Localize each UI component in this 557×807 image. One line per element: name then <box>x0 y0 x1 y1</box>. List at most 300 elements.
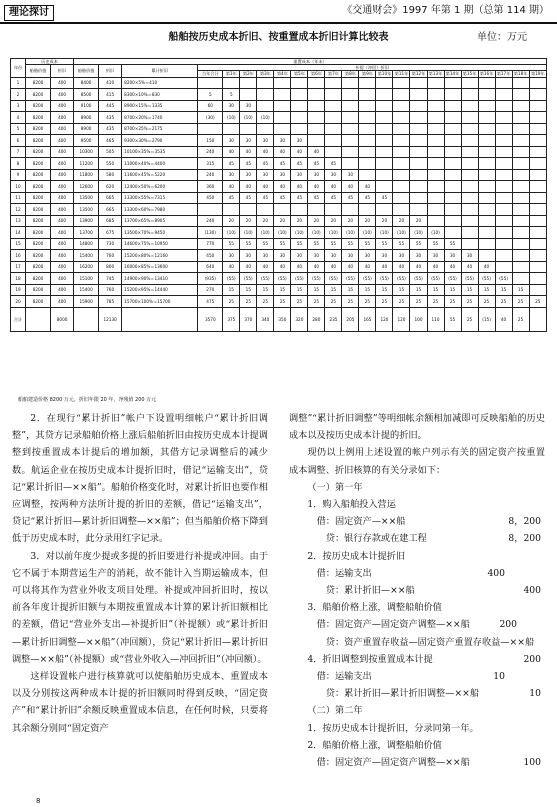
cell-supplement: 40 <box>291 181 308 193</box>
cell-current-year-total: 475 <box>198 296 223 308</box>
cell-supplement <box>223 77 240 89</box>
cell-cumulative-depreciation: 12400×50%＝6200 <box>122 181 198 193</box>
table-row <box>11 204 547 216</box>
cell-supplement: 20 <box>410 215 427 227</box>
head-year-4: 第4年 <box>274 71 291 77</box>
cell-empty <box>74 307 99 331</box>
cell-supplement: 40 <box>359 261 376 273</box>
cell-historical-value: 8200 <box>26 146 51 158</box>
cell-historical-value: 8200 <box>26 123 51 135</box>
cell-supplement <box>257 89 274 101</box>
cell-supplement <box>274 100 291 112</box>
cell-historical-depreciation: 400 <box>51 158 74 170</box>
cell-supplement <box>308 135 325 147</box>
head-year-5: 第5年 <box>291 71 308 77</box>
cell-supplement <box>376 77 393 89</box>
cell-supplement <box>410 146 427 158</box>
cell-historical-value: 8200 <box>26 204 51 216</box>
cell-supplement: 40 <box>359 181 376 193</box>
cell-supplement <box>529 123 546 135</box>
page-number: 8 <box>36 797 41 805</box>
cell-supplement <box>478 227 495 239</box>
cell-total-supplement: 280 <box>308 307 325 331</box>
table-row <box>11 112 547 124</box>
cell-historical-depreciation: 400 <box>51 181 74 193</box>
cell-replacement-depreciation: 800 <box>99 261 122 273</box>
entry-2-credit <box>289 582 545 599</box>
cell-supplement <box>444 112 461 124</box>
cell-supplement: 40 <box>257 146 274 158</box>
cell-supplement <box>410 181 427 193</box>
cell-total-supplement: 340 <box>257 307 274 331</box>
cell-historical-value: 8200 <box>26 296 51 308</box>
cell-supplement <box>495 77 512 89</box>
entry-2-debit-text: 借：运输支出 <box>316 567 372 579</box>
cell-supplement: (55) <box>461 273 478 285</box>
entry-1-credit-text: 贷：银行存款或在建工程 <box>325 533 427 545</box>
cell-supplement <box>393 89 410 101</box>
cell-supplement: 5 <box>223 89 240 101</box>
cell-supplement <box>512 158 529 170</box>
cell-year: 13 <box>11 215 26 227</box>
cell-supplement <box>461 89 478 101</box>
table-row <box>11 100 547 112</box>
cell-supplement <box>376 204 393 216</box>
cell-supplement <box>342 146 359 158</box>
cell-replacement-depreciation: 435 <box>99 123 122 135</box>
cell-supplement: 40 <box>274 181 291 193</box>
cell-supplement <box>478 192 495 204</box>
entry-4-title: 4．折旧调整到按重置成本计提 <box>307 653 433 665</box>
cell-supplement <box>512 204 529 216</box>
cell-current-year-total: 450 <box>198 192 223 204</box>
cell-year: 10 <box>11 181 26 193</box>
table-title: 船舶按历史成本折旧、按重置成本折旧计算比较表 <box>168 32 389 43</box>
entry-3-debit <box>289 616 545 633</box>
cell-supplement <box>410 89 427 101</box>
cell-replacement-depreciation: 745 <box>99 273 122 285</box>
cell-supplement <box>342 204 359 216</box>
cell-supplement <box>291 204 308 216</box>
cell-supplement <box>478 100 495 112</box>
cell-supplement <box>478 250 495 262</box>
cell-cumulative-depreciation: 11000×40%＝4400 <box>122 158 198 170</box>
cell-supplement <box>444 169 461 181</box>
cell-supplement: 45 <box>325 158 342 170</box>
cell-cumulative-depreciation: 14900×90%＝13410 <box>122 273 198 285</box>
cell-year: 3 <box>11 100 26 112</box>
cell-supplement <box>512 215 529 227</box>
cell-supplement: 25 <box>359 296 376 308</box>
entry-4-credit-text: 贷：累计折旧—累计折旧调整—××船 <box>325 688 480 700</box>
cell-supplement: 20 <box>291 215 308 227</box>
entry-2-credit-amount: 400 <box>523 585 541 597</box>
entry-3-credit-amount: 200 <box>523 653 541 665</box>
cell-supplement <box>342 135 359 147</box>
cell-cumulative-depreciation: 9300×30%＝2790 <box>122 135 198 147</box>
cell-supplement: 45 <box>291 192 308 204</box>
cell-supplement <box>240 204 257 216</box>
cell-supplement: 25 <box>478 296 495 308</box>
entry-1-debit <box>289 513 545 530</box>
head-depreciation: 折旧 <box>51 65 74 77</box>
cell-supplement: 15 <box>291 284 308 296</box>
cell-supplement <box>410 192 427 204</box>
cell-replacement-value: 9500 <box>74 135 99 147</box>
cell-supplement <box>461 112 478 124</box>
cell-year: 12 <box>11 204 26 216</box>
cell-supplement <box>393 192 410 204</box>
cell-supplement <box>529 135 546 147</box>
cell-historical-depreciation: 400 <box>51 238 74 250</box>
cell-historical-value: 8200 <box>26 284 51 296</box>
cell-supplement <box>257 100 274 112</box>
cell-supplement <box>495 158 512 170</box>
right-text-column <box>289 410 545 771</box>
cell-supplement: 30 <box>325 250 342 262</box>
cell-supplement: 15 <box>308 284 325 296</box>
cell-supplement <box>427 123 444 135</box>
cell-historical-value: 8200 <box>26 261 51 273</box>
cell-current-year-total: 150 <box>198 135 223 147</box>
entry-6-title: 2．船舶价格上涨，调整船舶价值 <box>307 739 442 751</box>
head-ship-value-2: 船舶价值 <box>74 65 99 77</box>
cell-replacement-depreciation: 685 <box>99 215 122 227</box>
cell-total-supplement: 110 <box>427 307 444 331</box>
cell-current-year-total: 450 <box>198 250 223 262</box>
paragraph-2: 2．在现行“累计折旧”帐户下设置明细帐户“累计折旧调整”，其贷方记录船舶价格上涨后船舶折旧由按历史成本计提调整到按重置成本计提后的增加额，其借方记录调整后的减少数。航运企业在按历史成本计提折旧时，借记“运输支出”，贷记“累计折旧—××船”。船舶价格变化时，对累计折旧也要作相应调整，按两种方法所计提的折旧的差额，借记“运输支出”，贷记“累计折旧—累计折旧调整—××船”；但当船舶价格下降到低于历史成本时，此分录用红字记录。 <box>12 413 268 545</box>
cell-supplement <box>444 123 461 135</box>
cell-supplement: 20 <box>393 215 410 227</box>
cell-supplement: (10) <box>359 227 376 239</box>
cell-supplement: 45 <box>308 158 325 170</box>
cell-supplement <box>359 89 376 101</box>
head-year-17: 第17年 <box>496 71 511 77</box>
cell-supplement: 15 <box>257 284 274 296</box>
entry-4-debit-text: 借：运输支出 <box>316 671 372 683</box>
cell-supplement <box>478 146 495 158</box>
cell-replacement-value: 11200 <box>74 158 99 170</box>
head-year-9: 第9年 <box>359 71 376 77</box>
cell-cumulative-depreciation: 8900×15%＝1335 <box>122 100 198 112</box>
cell-supplement: 30 <box>274 250 291 262</box>
cell-historical-value: 8200 <box>26 273 51 285</box>
cell-supplement <box>410 135 427 147</box>
cell-replacement-value: 9100 <box>74 100 99 112</box>
cell-supplement <box>427 100 444 112</box>
cell-supplement: 30 <box>308 250 325 262</box>
cell-historical-depreciation: 400 <box>51 169 74 181</box>
cell-supplement <box>291 89 308 101</box>
cell-historical-value: 8200 <box>26 135 51 147</box>
cell-supplement: 15 <box>359 284 376 296</box>
entry-4-credit-amount: 10 <box>529 688 541 700</box>
cell-supplement: 25 <box>257 296 274 308</box>
cell-supplement <box>342 100 359 112</box>
cell-supplement: 30 <box>223 250 240 262</box>
cell-supplement <box>512 77 529 89</box>
cell-supplement: 45 <box>359 192 376 204</box>
cell-historical-value: 8200 <box>26 100 51 112</box>
cell-replacement-depreciation: 665 <box>99 192 122 204</box>
cell-supplement <box>342 112 359 124</box>
cell-supplement <box>512 181 529 193</box>
head-year-19: 第19年 <box>530 71 545 77</box>
cell-cumulative-depreciation: 13300×60%＝7980 <box>122 204 198 216</box>
table-row <box>11 238 547 250</box>
cell-cumulative-depreciation: 15200×80%＝12160 <box>122 250 198 262</box>
cell-supplement <box>257 77 274 89</box>
cell-replacement-value: 15900 <box>74 296 99 308</box>
cell-supplement <box>359 204 376 216</box>
head-year-12: 第12年 <box>411 71 426 77</box>
cell-supplement <box>512 261 529 273</box>
cell-supplement: 45 <box>257 192 274 204</box>
cell-supplement <box>529 158 546 170</box>
cell-supplement <box>342 89 359 101</box>
cell-supplement <box>512 146 529 158</box>
cell-historical-depreciation: 400 <box>51 273 74 285</box>
cell-supplement: 40 <box>257 261 274 273</box>
cell-supplement: 55 <box>393 238 410 250</box>
cell-supplement <box>257 204 274 216</box>
cell-supplement <box>461 215 478 227</box>
cell-supplement <box>223 204 240 216</box>
cell-replacement-depreciation: 410 <box>99 77 122 89</box>
cell-supplement <box>444 100 461 112</box>
cell-historical-depreciation: 400 <box>51 100 74 112</box>
head-year-3: 第3年 <box>257 71 274 77</box>
cell-supplement: 45 <box>223 192 240 204</box>
cell-supplement <box>325 89 342 101</box>
cell-supplement <box>308 77 325 89</box>
table-row <box>11 123 547 135</box>
cell-replacement-depreciation: 675 <box>99 227 122 239</box>
cell-supplement: 20 <box>240 215 257 227</box>
cell-supplement <box>393 135 410 147</box>
cell-supplement <box>427 204 444 216</box>
entry-2-title: 2．按历史成本计提折旧 <box>307 550 406 562</box>
cell-supplement <box>393 112 410 124</box>
cell-supplement <box>291 100 308 112</box>
cell-historical-value: 8200 <box>26 238 51 250</box>
cell-supplement: 55 <box>308 238 325 250</box>
cell-replacement-value: 8900 <box>74 112 99 124</box>
cell-current-year-total: 240 <box>198 169 223 181</box>
cell-total-supplement: 55 <box>444 307 461 331</box>
cell-supplement: 40 <box>291 261 308 273</box>
cell-total-supplement: 25 <box>512 307 529 331</box>
cell-replacement-value: 8400 <box>74 77 99 89</box>
cell-supplement: (55) <box>444 273 461 285</box>
cell-supplement <box>495 261 512 273</box>
cell-supplement <box>529 112 546 124</box>
cell-supplement: 25 <box>223 296 240 308</box>
cell-supplement <box>529 169 546 181</box>
cell-supplement <box>478 181 495 193</box>
cell-year: 11 <box>11 192 26 204</box>
cell-supplement <box>512 123 529 135</box>
cell-supplement <box>461 181 478 193</box>
cell-year: 7 <box>11 146 26 158</box>
entry-3-title: 3．船舶价格上涨，调整船舶价值 <box>307 602 442 614</box>
header-rule <box>0 22 557 24</box>
cell-supplement: (55) <box>342 273 359 285</box>
cell-supplement: 25 <box>376 296 393 308</box>
cell-supplement: (55) <box>308 273 325 285</box>
cell-year: 9 <box>11 169 26 181</box>
cell-supplement <box>376 169 393 181</box>
head-year-18: 第18年 <box>513 71 528 77</box>
cell-supplement <box>529 181 546 193</box>
cell-supplement <box>274 112 291 124</box>
cell-supplement <box>461 169 478 181</box>
cell-supplement <box>495 238 512 250</box>
entry-5-title: 1．按历史成本计提折旧，分录同第一年。 <box>307 722 479 734</box>
cell-supplement <box>427 181 444 193</box>
cell-supplement: 20 <box>325 215 342 227</box>
journal-info: 《交通财会》1997 年第 1 期（总第 114 期） <box>342 5 549 16</box>
head-year-8: 第8年 <box>342 71 359 77</box>
cell-supplement <box>274 89 291 101</box>
cell-supplement: 20 <box>359 215 376 227</box>
cell-supplement: (10) <box>291 227 308 239</box>
cell-replacement-depreciation: 580 <box>99 169 122 181</box>
cell-year: 5 <box>11 123 26 135</box>
cell-supplement <box>461 238 478 250</box>
cell-supplement <box>410 204 427 216</box>
cell-historical-depreciation: 400 <box>51 284 74 296</box>
cell-supplement: 55 <box>410 238 427 250</box>
cell-supplement <box>444 181 461 193</box>
cell-supplement <box>529 284 546 296</box>
cell-supplement <box>495 135 512 147</box>
cell-supplement <box>342 123 359 135</box>
cell-supplement <box>478 204 495 216</box>
cell-supplement: 30 <box>257 169 274 181</box>
cell-historical-value: 8200 <box>26 181 51 193</box>
cell-supplement <box>529 238 546 250</box>
entry-1-debit-amount: 8，200 <box>508 516 541 528</box>
cell-supplement <box>495 181 512 193</box>
cell-supplement: 40 <box>325 181 342 193</box>
cell-supplement <box>495 100 512 112</box>
entry-4-debit <box>289 668 545 685</box>
cell-supplement <box>478 77 495 89</box>
entry-3-debit-amount: 200 <box>499 619 517 631</box>
cell-supplement <box>291 112 308 124</box>
head-depreciation-2: 折旧 <box>99 65 122 77</box>
cell-supplement: 30 <box>240 135 257 147</box>
cell-supplement: 20 <box>274 215 291 227</box>
entry-2-debit <box>289 565 545 582</box>
cell-supplement: 55 <box>257 238 274 250</box>
cell-supplement: 15 <box>478 284 495 296</box>
cell-total-supplement: 320 <box>291 307 308 331</box>
entry-1-credit <box>289 530 545 547</box>
cell-replacement-depreciation: 785 <box>99 296 122 308</box>
cell-supplement: (55) <box>410 273 427 285</box>
cell-total-replacement-depreciation: 12130 <box>99 307 122 331</box>
cell-year: 8 <box>11 158 26 170</box>
cell-current-year-total: 270 <box>198 284 223 296</box>
cell-supplement: 55 <box>274 238 291 250</box>
table-row <box>11 296 547 308</box>
cell-supplement <box>410 77 427 89</box>
cell-supplement: 40 <box>308 261 325 273</box>
cell-cumulative-depreciation: 8300×10%＝830 <box>122 89 198 101</box>
cell-supplement: 45 <box>342 192 359 204</box>
cell-supplement: 40 <box>342 181 359 193</box>
cell-current-year-total: (30) <box>198 112 223 124</box>
entry-3-credit-text: 贷：资产重置存收益—固定资产重置存收益—××船 <box>325 636 535 648</box>
cell-supplement <box>325 135 342 147</box>
cell-supplement: 55 <box>240 238 257 250</box>
table-row <box>11 284 547 296</box>
cell-current-year-total: 770 <box>198 238 223 250</box>
cell-supplement <box>240 77 257 89</box>
cell-supplement: 25 <box>342 296 359 308</box>
cell-supplement: 25 <box>291 296 308 308</box>
cell-supplement: 25 <box>529 296 546 308</box>
heading-year-1: （一）第一年 <box>307 481 363 493</box>
total-row <box>11 307 547 331</box>
cell-supplement: (10) <box>342 227 359 239</box>
paragraph-3: 3．对以前年度少提或多提的折旧要进行补提或冲回。由于它不属于本期营运生产的消耗，故不能计入当期运输成本，但可以将其作为营业外收支项目处理。补提或冲回折旧时，按以前各年度计提折旧额与本期按重置成本计算的累计折旧额相比的差额，借记“营业外支出—补提折旧”（补提额）或“累计折旧—累计折旧调整—××船”（冲回额），贷记“累计折旧—累计折旧调整—××船”（补提额）或“营业外收入—冲回折旧”（冲回额）。 <box>12 550 268 665</box>
cell-supplement <box>393 77 410 89</box>
cell-total-supplement: 235 <box>325 307 342 331</box>
cell-supplement: 55 <box>223 238 240 250</box>
cell-supplement <box>359 123 376 135</box>
cell-supplement <box>512 169 529 181</box>
cell-supplement <box>376 158 393 170</box>
cell-supplement: 25 <box>240 296 257 308</box>
cell-supplement: 30 <box>240 100 257 112</box>
cell-supplement: (10) <box>240 227 257 239</box>
cell-supplement: 40 <box>223 181 240 193</box>
cell-historical-value: 8200 <box>26 169 51 181</box>
cell-supplement <box>393 100 410 112</box>
cell-supplement: 25 <box>325 296 342 308</box>
cell-supplement <box>529 100 546 112</box>
cell-total-supplement: 350 <box>274 307 291 331</box>
cell-supplement <box>529 204 546 216</box>
cell-historical-value: 8200 <box>26 215 51 227</box>
cell-supplement: (10) <box>257 227 274 239</box>
entry-6-debit-text: 借：固定资产—固定资产调整—××船 <box>316 757 470 769</box>
cell-supplement <box>325 204 342 216</box>
cell-supplement <box>393 158 410 170</box>
table-row <box>11 135 547 147</box>
cell-supplement: (10) <box>223 227 240 239</box>
cell-cumulative-depreciation: 8700×20%＝1740 <box>122 112 198 124</box>
cell-supplement <box>529 227 546 239</box>
cell-supplement: (55) <box>427 273 444 285</box>
cell-supplement <box>376 181 393 193</box>
head-year-13: 第13年 <box>428 71 443 77</box>
cell-supplement: 30 <box>393 250 410 262</box>
cell-supplement <box>529 261 546 273</box>
cell-supplement: 40 <box>410 261 427 273</box>
table-row <box>11 158 547 170</box>
cell-supplement: 30 <box>240 250 257 262</box>
cell-supplement <box>308 100 325 112</box>
cell-total-label: 合计 <box>11 307 26 331</box>
cell-supplement <box>427 192 444 204</box>
cell-supplement: (55) <box>325 273 342 285</box>
cell-supplement <box>495 146 512 158</box>
table-row <box>11 227 547 239</box>
